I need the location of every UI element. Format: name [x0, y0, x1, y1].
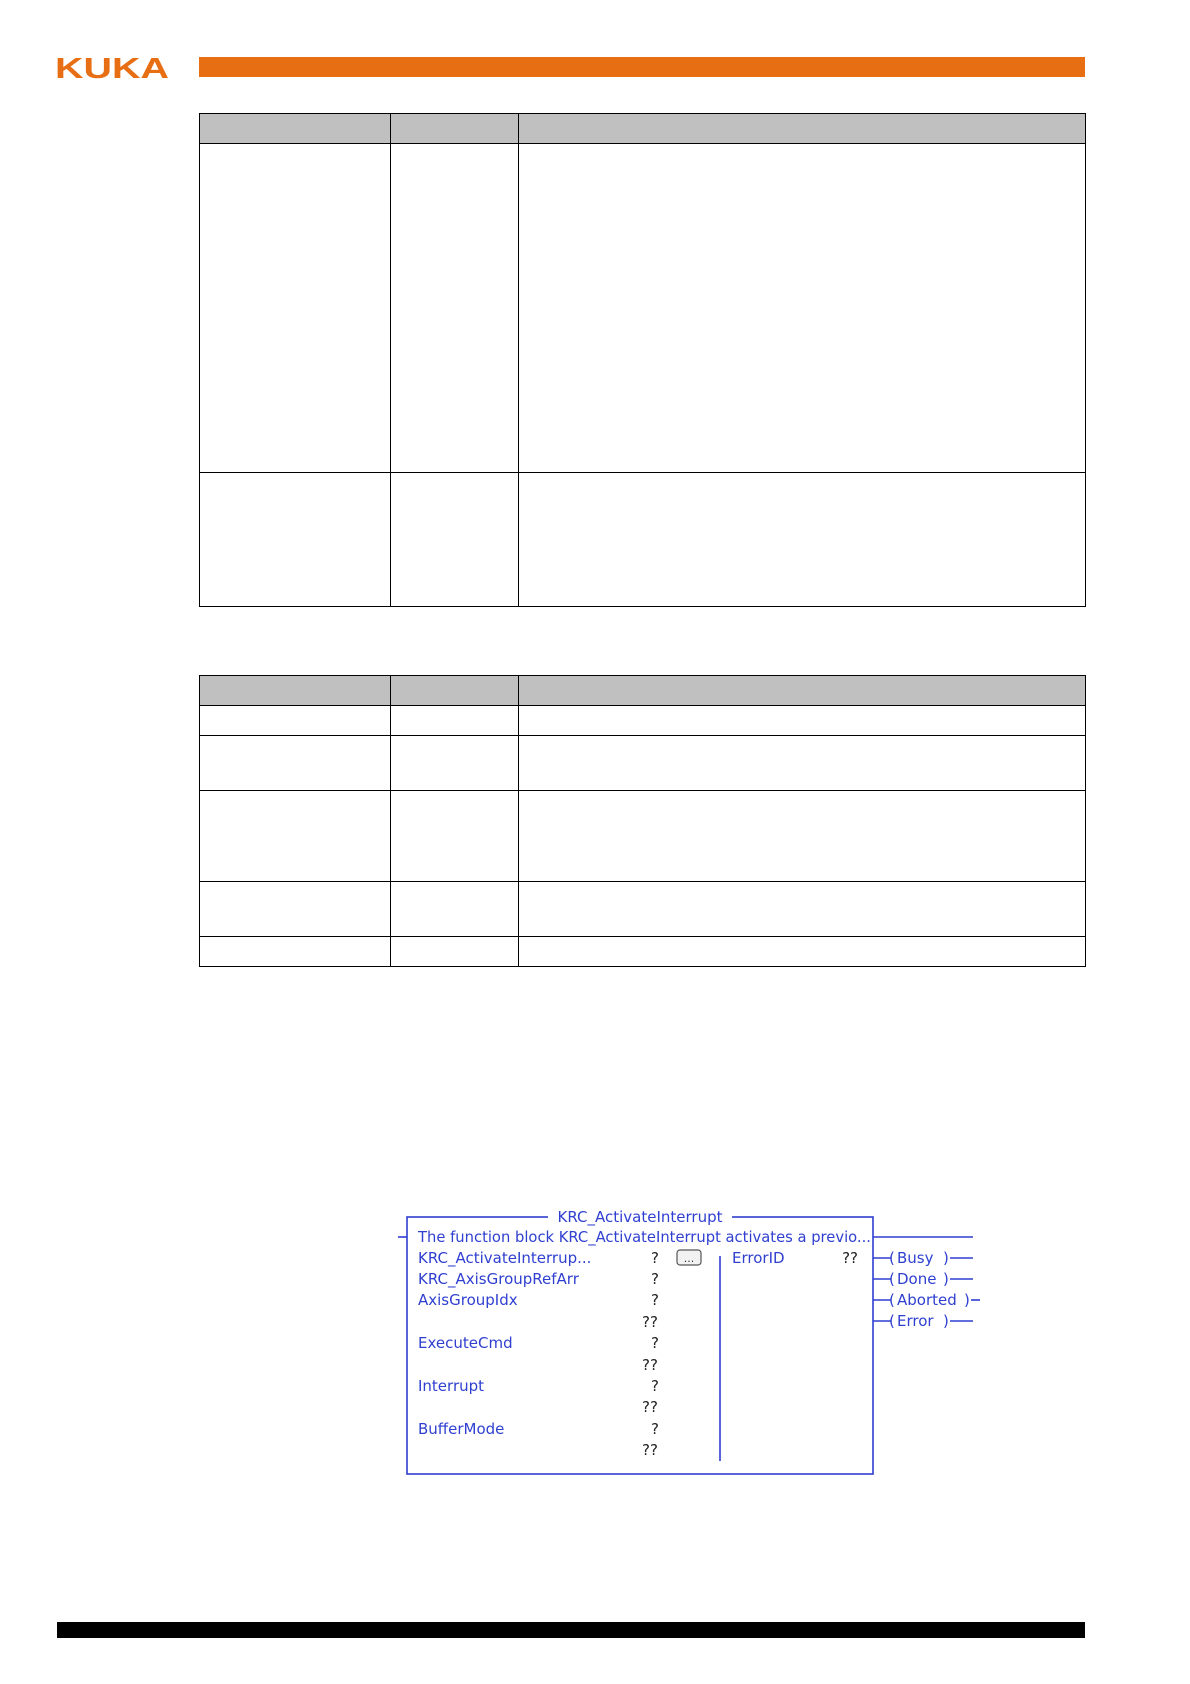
coil-open-paren: ( — [889, 1249, 895, 1267]
table-row — [200, 791, 1086, 882]
coil-open-paren: ( — [889, 1270, 895, 1288]
table-cell — [200, 882, 391, 937]
input-value: ? — [651, 1420, 659, 1438]
table-row — [200, 473, 1086, 607]
coil-label: Busy — [897, 1249, 934, 1267]
function-block-diagram — [398, 1203, 980, 1483]
table-cell — [200, 706, 391, 736]
input-value: ? — [651, 1334, 659, 1352]
table-row — [200, 706, 1086, 736]
table-cell — [519, 706, 1086, 736]
table-cell — [391, 144, 519, 473]
input-operand: ?? — [642, 1313, 658, 1331]
input-name: KRC_ActivateInterrup... — [418, 1249, 592, 1267]
parameter-table-1 — [199, 113, 1086, 607]
coil-close-paren: ) — [943, 1312, 949, 1330]
coil-open-paren: ( — [889, 1312, 895, 1330]
table-cell — [200, 473, 391, 607]
input-operand: ?? — [642, 1398, 658, 1416]
function-block-description: The function block KRC_ActivateInterrupt activates a previo... — [418, 1228, 880, 1246]
table-cell — [200, 791, 391, 882]
input-operand: ?? — [642, 1441, 658, 1459]
table-cell — [391, 706, 519, 736]
input-name: ExecuteCmd — [418, 1334, 513, 1352]
table-cell — [200, 144, 391, 473]
column-header — [391, 114, 519, 144]
header-accent-bar — [199, 57, 1085, 77]
table-cell — [519, 791, 1086, 882]
table-row — [200, 736, 1086, 791]
input-operand: ?? — [642, 1356, 658, 1374]
coil-label: Done — [897, 1270, 937, 1288]
parameter-table-2 — [199, 675, 1086, 967]
table-cell — [200, 937, 391, 967]
input-name: AxisGroupIdx — [418, 1291, 518, 1309]
svg-text:KUKA: KUKA — [55, 53, 169, 82]
table-cell — [519, 473, 1086, 607]
table-cell — [391, 473, 519, 607]
column-header — [519, 114, 1086, 144]
input-value: ? — [651, 1291, 659, 1309]
table-cell — [200, 736, 391, 791]
table-row — [200, 937, 1086, 967]
input-value: ? — [651, 1377, 659, 1395]
table-cell — [519, 882, 1086, 937]
coil-label: Error — [897, 1312, 934, 1330]
coil-close-paren: ) — [943, 1270, 949, 1288]
table-header-row — [200, 114, 1086, 144]
table-cell — [519, 736, 1086, 791]
output-name: ErrorID — [732, 1249, 785, 1267]
table-cell — [519, 144, 1086, 473]
coil-open-paren: ( — [889, 1291, 895, 1309]
input-value: ? — [651, 1270, 659, 1288]
table-header-row — [200, 676, 1086, 706]
browse-button-label: ... — [683, 1252, 695, 1265]
coil-label: Aborted — [897, 1291, 957, 1309]
table-cell — [391, 736, 519, 791]
table-cell — [391, 791, 519, 882]
kuka-logo — [55, 52, 169, 82]
input-value: ? — [651, 1249, 659, 1267]
column-header — [391, 676, 519, 706]
column-header — [519, 676, 1086, 706]
table-row — [200, 144, 1086, 473]
table-cell — [519, 937, 1086, 967]
input-name: KRC_AxisGroupRefArr — [418, 1270, 579, 1288]
table-cell — [391, 937, 519, 967]
column-header — [200, 114, 391, 144]
function-block-title: KRC_ActivateInterrupt — [557, 1208, 723, 1226]
input-name: Interrupt — [418, 1377, 485, 1395]
coil-close-paren: ) — [943, 1249, 949, 1267]
output-value: ?? — [842, 1249, 858, 1267]
table-row — [200, 882, 1086, 937]
footer-bar — [57, 1622, 1085, 1638]
table-cell — [391, 882, 519, 937]
column-header — [200, 676, 391, 706]
coil-close-paren: ) — [964, 1291, 970, 1309]
input-name: BufferMode — [418, 1420, 505, 1438]
